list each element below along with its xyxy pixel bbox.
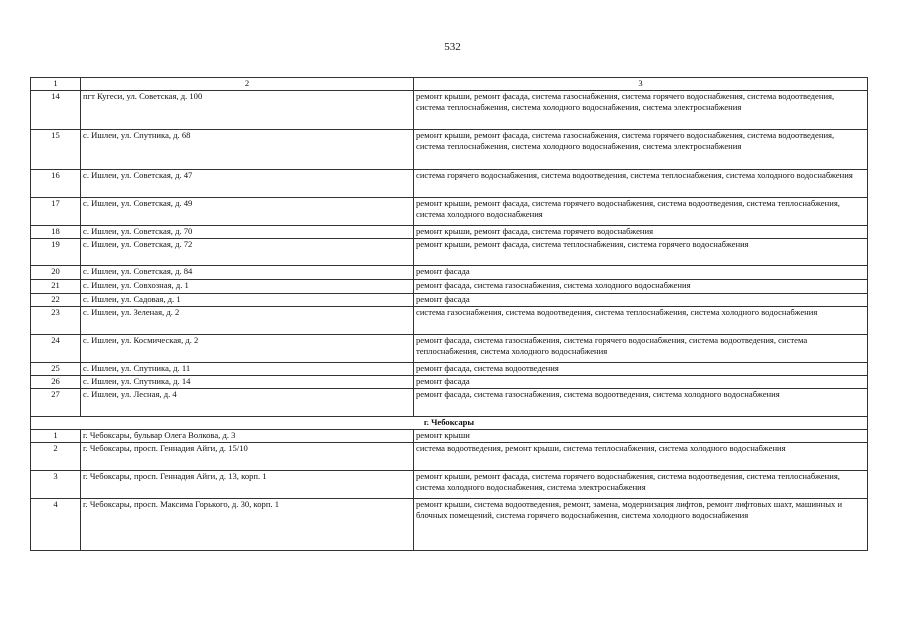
table-header-row: [31, 78, 868, 91]
row-address: с. Ишлеи, ул. Советская, д. 49: [81, 198, 414, 226]
table-row: [31, 363, 868, 376]
table-row: [31, 389, 868, 417]
row-number: 23: [31, 307, 81, 335]
row-works: ремонт крыши, ремонт фасада, система теплоснабжения, система горячего водоснабжения: [414, 239, 868, 266]
table-row: [31, 280, 868, 294]
row-address: г. Чебоксары, просп. Максима Горького, д. 30, корп. 1: [81, 499, 414, 551]
register-table: [30, 77, 868, 551]
row-works: ремонт крыши, ремонт фасада, система газоснабжения, система горячего водоснабжения, система водоотведения, система теплоснабжения, система холодного водоснабжения, система электроснабжения: [414, 91, 868, 130]
row-works: ремонт фасада, система водоотведения: [414, 363, 868, 376]
row-address: г. Чебоксары, просп. Геннадия Айги, д. 15/10: [81, 443, 414, 471]
table-row: [31, 170, 868, 198]
row-number: 24: [31, 335, 81, 363]
row-number: 25: [31, 363, 81, 376]
table-row: [31, 471, 868, 499]
row-address: с. Ишлеи, ул. Советская, д. 47: [81, 170, 414, 198]
table-row: [31, 198, 868, 226]
row-number: 2: [31, 443, 81, 471]
row-number: 21: [31, 280, 81, 294]
row-address: с. Ишлеи, ул. Лесная, д. 4: [81, 389, 414, 417]
row-number: 18: [31, 226, 81, 239]
row-address: с. Ишлеи, ул. Советская, д. 84: [81, 266, 414, 280]
row-works: ремонт фасада: [414, 376, 868, 389]
row-address: с. Ишлеи, ул. Советская, д. 72: [81, 239, 414, 266]
row-works: ремонт крыши, ремонт фасада, система горячего водоснабжения: [414, 226, 868, 239]
row-number: 27: [31, 389, 81, 417]
row-works: ремонт крыши, система водоотведения, ремонт, замена, модернизация лифтов, ремонт лифтовых шахт, машинных и блочных помещений, система горячего водоснабжения, система холодного водоснабжения: [414, 499, 868, 551]
row-works: система газоснабжения, система водоотведения, система теплоснабжения, система холодного водоснабжения: [414, 307, 868, 335]
row-number: 14: [31, 91, 81, 130]
row-number: 20: [31, 266, 81, 280]
header-col-1: 1: [31, 78, 81, 91]
header-col-2: 2: [81, 78, 414, 91]
row-address: с. Ишлеи, ул. Советская, д. 70: [81, 226, 414, 239]
row-number: 4: [31, 499, 81, 551]
row-address: с. Ишлеи, ул. Космическая, д. 2: [81, 335, 414, 363]
table-row: [31, 335, 868, 363]
page-number: 532: [444, 41, 461, 53]
row-address: с. Ишлеи, ул. Совхозная, д. 1: [81, 280, 414, 294]
table-row: [31, 307, 868, 335]
row-address: с. Ишлеи, ул. Спутника, д. 14: [81, 376, 414, 389]
row-address: г. Чебоксары, просп. Геннадия Айги, д. 13, корп. 1: [81, 471, 414, 499]
row-number: 22: [31, 294, 81, 307]
row-works: система водоотведения, ремонт крыши, система теплоснабжения, система холодного водоснабжения: [414, 443, 868, 471]
row-number: 1: [31, 430, 81, 443]
header-col-3: 3: [414, 78, 868, 91]
row-number: 15: [31, 130, 81, 170]
row-works: ремонт фасада, система газоснабжения, система водоотведения, система холодного водоснабжения: [414, 389, 868, 417]
row-works: ремонт фасада: [414, 266, 868, 280]
row-works: ремонт фасада, система газоснабжения, система горячего водоснабжения, система водоотведения, система теплоснабжения, система холодного водоснабжения: [414, 335, 868, 363]
row-address: пгт Кугеси, ул. Советская, д. 100: [81, 91, 414, 130]
row-number: 26: [31, 376, 81, 389]
row-works: система горячего водоснабжения, система водоотведения, система теплоснабжения, система холодного водоснабжения: [414, 170, 868, 198]
table-row: [31, 91, 868, 130]
row-address: с. Ишлеи, ул. Зеленая, д. 2: [81, 307, 414, 335]
row-works: ремонт фасада: [414, 294, 868, 307]
row-address: г. Чебоксары, бульвар Олега Волкова, д. 3: [81, 430, 414, 443]
row-number: 17: [31, 198, 81, 226]
table-row: [31, 130, 868, 170]
row-works: ремонт крыши, ремонт фасада, система газоснабжения, система горячего водоснабжения, система водоотведения, система теплоснабжения, система холодного водоснабжения, система электроснабжения: [414, 130, 868, 170]
table-row: [31, 376, 868, 389]
table-row: [31, 499, 868, 551]
row-address: с. Ишлеи, ул. Садовая, д. 1: [81, 294, 414, 307]
table-row: [31, 443, 868, 471]
row-address: с. Ишлеи, ул. Спутника, д. 11: [81, 363, 414, 376]
table-row: [31, 430, 868, 443]
table-row: [31, 239, 868, 266]
section-heading-row: [31, 417, 868, 430]
row-works: ремонт крыши, ремонт фасада, система горячего водоснабжения, система водоотведения, система теплоснабжения, система холодного водоснабжения, система электроснабжения: [414, 471, 868, 499]
row-number: 19: [31, 239, 81, 266]
table-row: [31, 226, 868, 239]
row-number: 16: [31, 170, 81, 198]
table-row: [31, 266, 868, 280]
table-row: [31, 294, 868, 307]
row-works: ремонт крыши: [414, 430, 868, 443]
section-heading: г. Чебоксары: [31, 417, 868, 430]
row-works: ремонт фасада, система газоснабжения, система холодного водоснабжения: [414, 280, 868, 294]
row-address: с. Ишлеи, ул. Спутника, д. 68: [81, 130, 414, 170]
row-works: ремонт крыши, ремонт фасада, система горячего водоснабжения, система водоотведения, система теплоснабжения, система холодного водоснабжения: [414, 198, 868, 226]
row-number: 3: [31, 471, 81, 499]
